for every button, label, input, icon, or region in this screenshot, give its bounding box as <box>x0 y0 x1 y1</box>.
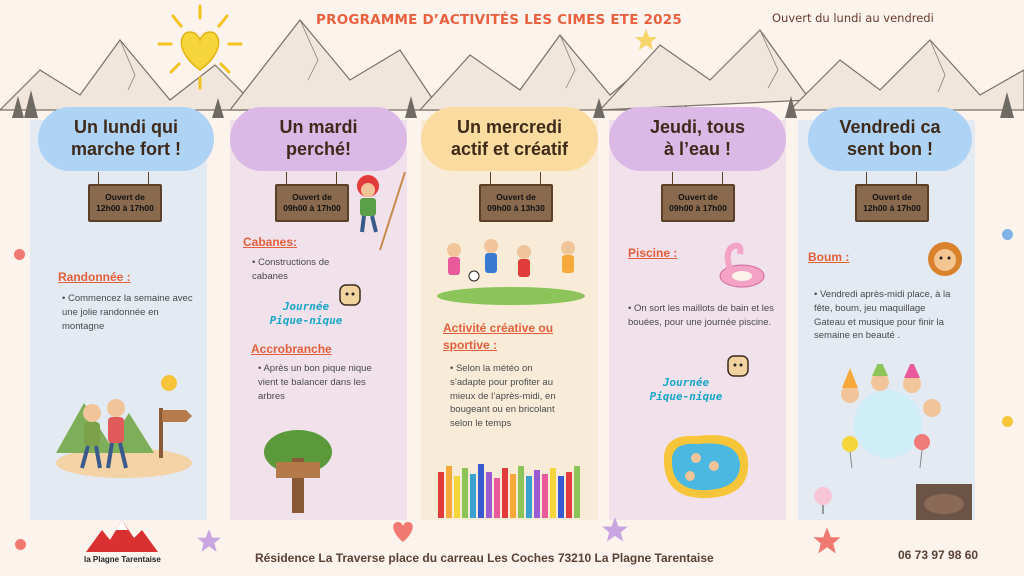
section-heading-randonnee: Randonnée : <box>58 270 131 284</box>
bullet: • <box>628 303 634 314</box>
section-heading-activite: Activité créative ou sportive : <box>443 321 554 352</box>
opening-days: Ouvert du lundi au vendredi <box>772 11 934 25</box>
section-text-randonnee <box>62 292 202 333</box>
decor-dot <box>1002 416 1013 427</box>
hours-sign-monday <box>88 184 162 222</box>
day-title-thursday: Jeudi, tous à l’eau ! <box>609 107 786 171</box>
flamingo-float-icon <box>716 240 768 292</box>
day-title-monday: Un lundi qui marche fort ! <box>38 107 214 171</box>
hours-sign-friday <box>855 184 929 222</box>
bullet: • <box>814 289 820 300</box>
star-icon <box>812 526 842 556</box>
hours-value: 12h00 à 17h00 <box>96 203 154 213</box>
decor-dot <box>14 249 25 260</box>
pencils-illustration <box>436 462 586 518</box>
cake-pop-icon <box>808 484 838 514</box>
section-heading-boum: Boum : <box>808 250 850 264</box>
section-text: Commencez la semaine avec une jolie randonnée en montagne <box>62 293 193 332</box>
hours-label: Ouvert de <box>678 191 718 202</box>
day-title-friday: Vendredi ca sent bon ! <box>808 107 972 171</box>
section-text: Constructions de cabanes <box>252 257 330 282</box>
sandwich-icon <box>724 352 752 380</box>
pique-line2: Pique-nique <box>649 390 723 404</box>
hours-sign-thursday <box>661 184 735 222</box>
hours-value: 09h00 à 17h00 <box>669 203 727 213</box>
footer-address: Résidence La Traverse place du carreau Les Coches 73210 La Plagne Tarentaise <box>255 551 714 565</box>
star-icon <box>601 516 629 544</box>
star-icon <box>634 28 658 52</box>
section-text: Vendredi après-midi place, à la fête, boum, jeu maquillage Gateau et musique pour finir la semaine en beauté . <box>814 289 951 342</box>
hours-value: 09h00 à 17h00 <box>283 203 341 213</box>
hours-sign-tuesday <box>275 184 349 222</box>
bullet: • <box>450 363 456 374</box>
hours-label: Ouvert de <box>496 191 536 202</box>
pool-illustration <box>656 426 754 504</box>
decor-dot <box>1002 229 1013 240</box>
hours-value: 09h00 à 13h30 <box>487 203 545 213</box>
sun-heart-icon <box>155 2 245 92</box>
section-text-accrobranche <box>258 362 376 403</box>
section-text: On sort les maillots de bain et les bouées, pour une journée piscine. <box>628 303 774 328</box>
pique-line2: Pique-nique <box>269 314 343 328</box>
section-heading-piscine: Piscine : <box>628 246 678 260</box>
section-heading-cabanes: Cabanes: <box>243 235 298 249</box>
hours-label: Ouvert de <box>872 191 912 202</box>
climber-illustration <box>350 172 410 252</box>
logo-text: la Plagne Tarentaise <box>84 555 161 564</box>
kids-sport-illustration <box>436 236 586 306</box>
mountain-logo-icon <box>84 516 160 554</box>
decor-dot <box>15 539 26 550</box>
hours-sign-wednesday <box>479 184 553 222</box>
star-icon <box>196 528 222 554</box>
bullet: • <box>258 363 264 374</box>
section-text-piscine <box>628 302 778 330</box>
hikers-illustration <box>54 368 199 480</box>
section-text-cabanes <box>252 256 362 284</box>
bullet: • <box>62 293 68 304</box>
hours-value: 12h00 à 17h00 <box>863 203 921 213</box>
section-text: Après un bon pique nique vient te balancer dans les arbres <box>258 363 372 402</box>
heart-icon <box>389 518 417 544</box>
section-text: Selon la météo on s’adapte pour profiter au mieux de l’après-midi, en bougeant ou en bricolant selon le temps <box>450 363 556 430</box>
sandwich-icon <box>336 281 364 309</box>
day-title-tuesday: Un mardi perché! <box>230 107 407 171</box>
page-title: PROGRAMME D’ACTIVITÉS LES CIMES ETE 2025 <box>316 12 682 28</box>
section-text-activite <box>450 362 562 431</box>
pique-nique-label-thursday <box>636 376 736 405</box>
footer-phone: 06 73 97 98 60 <box>898 548 979 562</box>
hours-label: Ouvert de <box>292 191 332 202</box>
cake-photo-icon <box>916 484 972 520</box>
section-text-boum <box>814 288 959 343</box>
lion-face-icon <box>926 240 964 278</box>
day-title-wednesday: Un mercredi actif et créatif <box>421 107 598 171</box>
pique-line1: Journée <box>662 376 710 389</box>
pique-line1: Journée <box>282 300 330 313</box>
hours-label: Ouvert de <box>105 191 145 202</box>
section-heading-accrobranche: Accrobranche <box>251 342 332 356</box>
treehouse-illustration <box>262 428 334 514</box>
party-kids-illustration <box>830 364 945 472</box>
bullet: • <box>252 257 258 268</box>
